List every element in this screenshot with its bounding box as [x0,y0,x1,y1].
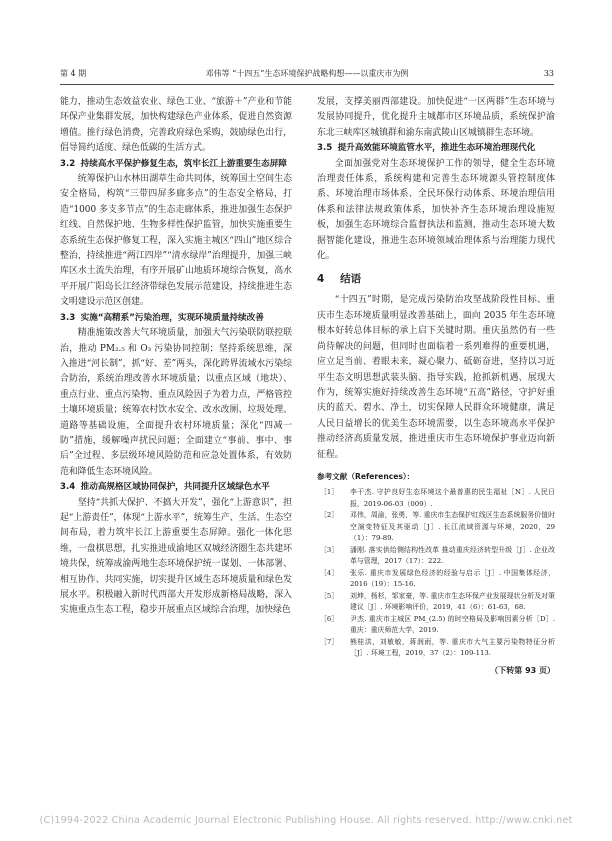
chapter-heading [317,272,555,287]
reference-number: ［3］ [320,545,339,554]
paragraph: 全面加强党对生态环境保护工作的领导，健全生态环境治理责任体系，系统构建和完善生态环境源头管控制度体系、环境治理市场体系、全民环保行动体系、环境治理信用体系和法律法规政策体系，加快补齐生态环境治理设施短板，加强生态环境综合监督执法和监测，推动生态环境大数据智能化建设，推进生态环境领域治理体系与治理能力现代化。 [317,158,555,262]
reference-text: 张乐. 重庆市发展绿色经济的经验与启示［J］. 中国集体经济，2016（19）：15-16. [350,568,555,589]
section-title: 实施“高精系”污染治理，实现环境质量持续改善 [80,312,264,323]
reference-number: ［4］ [320,568,339,577]
paragraph: 坚持“共抓大保护、不搞大开发”，强化“上游意识”，担起“上游责任”，体现“上游水平”，统筹生产、生活、生态空间布局，着力筑牢长江上游重要生态屏障。强化一体化思维，一盘棋思想，扎实推进成渝地区双城经济圈生态共建环境共保，统筹成渝两地生态环境保护统一谋划、一体部署、相互协作、共同实施，切实提升区域生态环境质量和绿色发展水平。积极融入新时代西部大开发形成新格局战略，深入实施重点生态工程，稳步开展重点区域综合治理，加快绿色 [60,497,292,616]
reference-item [317,510,555,545]
reference-item [317,545,555,568]
references-title: 参考文献（References）： [317,471,415,481]
issue-number: 第 4 期 [60,69,87,78]
reference-text: 潘刚. 落实供给侧结构性改革 推动重庆经济转型升级［J］. 企业改革与管理，2017（17）：222. [350,545,555,566]
section-number: 3.3 [60,312,76,323]
reference-number: ［7］ [320,637,339,646]
paragraph: 能力，推动生态效益农业、绿色工业、“旅游＋”产业和节能环保产业集群发展，加快构建绿色产业体系，促进自然资源增值。推行绿色消费，完善政府绿色采购，鼓励绿色出行，倡导简约适度、绿色低碳的生活方式。 [60,97,292,154]
section-title: 持续高水平保护修复生态，筑牢长江上游重要生态屏障 [80,158,287,169]
reference-number: ［2］ [320,511,339,520]
left-column [60,95,292,619]
reference-text: 李干杰. 守护良好生态环境这个最普惠的民生福祉［N］. 人民日报，2019-06-03（009）. [350,488,555,508]
reference-list [317,487,555,660]
reference-item [317,487,555,510]
right-column [317,95,555,678]
reference-text: 邓伟，周渝，张勇，等. 重庆市生态保护红线区生态系统服务价值时空演变特征及其驱动［J］. 长江流域资源与环境，2020，29（1）：79-89. [350,511,555,543]
section-heading [60,311,292,326]
footer-copyright: (C)1994-2022 China Academic Journal Electronic Publishing House. All rights reserved. http://www.cnki.net [39,815,573,826]
section-heading [60,480,292,495]
section-title: 推动高规格区域协同保护，共同提升区域绿色水平 [80,482,270,493]
section-heading [60,157,292,172]
section-number: 3.2 [60,158,76,169]
paragraph: 发展，支撑美丽西部建设。加快促进“一区两群”生态环境与发展协同提升，优化提升主城都市区环境品质，系统保护渝东北三峡库区城镇群和渝东南武陵山区城镇群生态环境。 [317,97,555,138]
continued-note: （下转第 93 页） [490,665,555,675]
running-title: 邓伟等 “十四五”生态环境保护战略构想——以重庆市为例 [205,69,409,78]
reference-number: ［1］ [320,488,339,497]
reference-item [317,614,555,637]
paragraph: 统筹保护山水林田湖草生命共同体，统筹国土空间生态安全格局，构筑“三带四屏多廊多点”的生态安全格局，打造“1000 多支多节点”的生态走廊体系，推进加强生态保护红线、自然保护地、生物多样性保护监管，加快实施重要生态系统生态保护修复工程，深入实施主城区“四山”地区综合整治，持续推进“两江四岸”“清水绿岸”治理提升，加强三峡库区水土流失治理，有序开展矿山地质环境综合恢复，高水平开展广阳岛长江经济带绿色发展示范建设，持续推进生态文明建设示范区创建。 [60,174,292,308]
header-rule [60,84,554,85]
reference-item [317,591,555,614]
reference-number: ［6］ [320,614,339,623]
section-number: 3.5 [317,143,333,154]
reference-item [317,568,555,591]
section-heading [317,141,555,156]
chapter-title: 结语 [340,273,362,286]
section-number: 3.4 [60,482,76,493]
page-number: 33 [543,69,554,78]
running-header [60,67,554,81]
reference-text: 尹杰. 重庆市主城区 PM_(2.5) 的时空格局及影响因素分析［D］. 重庆：重庆师范大学，2019. [350,614,555,635]
section-title: 提升高效能环境监管水平，推进生态环境治理现代化 [337,143,536,154]
reference-text: 刘坤，杨杉，邹家豪，等. 重庆市生态环保产业发展现状分析及对策建议［J］. 环境影响评价，2019，41（6）：61-63，68. [350,591,555,612]
reference-text: 熊桂洪，刘敏敏，蒋润雨，等. 重庆市大气主要污染物特征分析［J］. 环境工程，2019，37（2）：109-113. [350,637,555,658]
reference-item [317,637,555,660]
reference-number: ［5］ [320,591,339,600]
paragraph: 精准施策改善大气环境质量，加强大气污染联防联控联治，推动 PM₂.₅ 和 O₃ 污染协同控制；坚持系统思维，深入推进“河长制”，抓“好、差”两头，深化跨界流域水污染综合防治，系统治理改善水环境质量；以重点区域（地块）、重点行业、重点污染物、重点风险因子为着力点，严格管控土壤环境质量；统筹农村饮水安全、改水改厕、垃圾处理、道路等基础设施，全面提升农村环境质量；深化“四减一防”措施，缓解噪声扰民问题；全面建立“事前、事中、事后”全过程、多层级环境风险防范和应急处置体系，有效防范和降低生态环境风险。 [60,328,292,477]
chapter-number: 4 [317,273,325,286]
paragraph: “十四五”时期，是完成污染防治攻坚战阶段性目标、重庆市生态环境质量明显改善基础上，面向 2035 年生态环境根本好转总体目标的承上启下关键时期。重庆虽然仍有一些尚待解决的问题，但同时也面临着一系列难得的重要机遇，应立足当前、着眼未来，凝心聚力、砥砺奋进，坚持以习近平生态文明思想武装头脑、指导实践，抢抓新机遇、展现大作为，统筹实施好持续改善生态环境“五高”路径，守护好重庆的蓝天、碧水、净土，切实保障人民群众环境健康，满足人民日益增长的优美生态环境需要，以生态环境高水平保护推动经济高质量发展，推进重庆市生态环境保护事业迈向新征程。 [317,295,555,460]
